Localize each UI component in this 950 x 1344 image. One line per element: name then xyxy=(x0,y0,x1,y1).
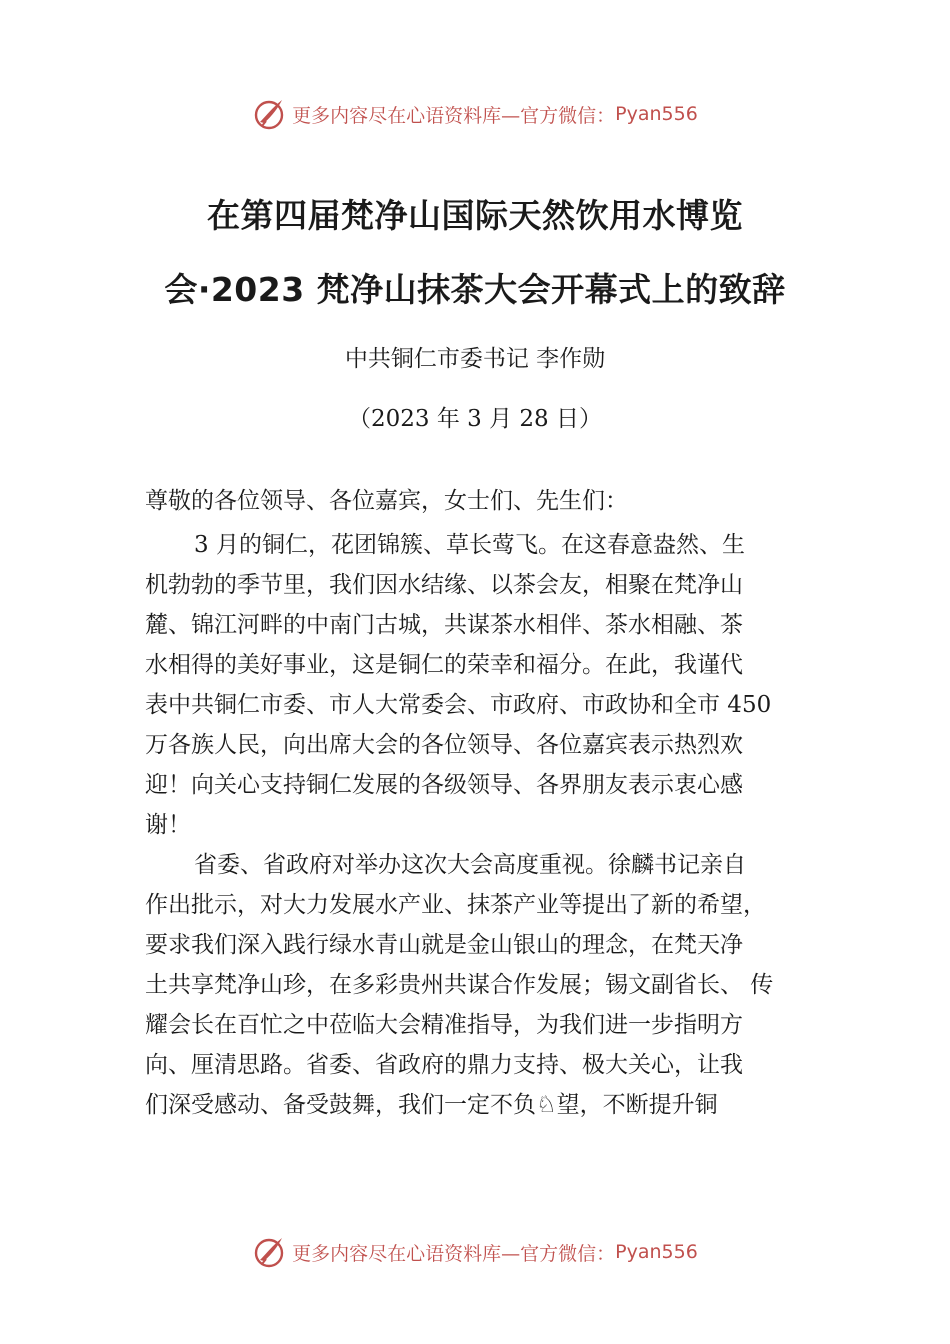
paragraph-1-line: 水相得的美好事业，这是铜仁的荣幸和福分。在此，我谨代 xyxy=(145,652,743,678)
salutation: 尊敬的各位领导、各位嘉宾，女士们、先生们： xyxy=(145,488,628,514)
paragraph-1-line: 谢！ xyxy=(145,812,191,838)
paragraph-2-line: 耀会长在百忙之中莅临大会精准指导，为我们进一步指明方 xyxy=(145,1012,743,1038)
paragraph-2-line: 要求我们深入践行绿水青山就是金山银山的理念，在梵天净 xyxy=(145,932,743,958)
watermark-footer xyxy=(0,1234,950,1270)
paragraph-2-line: 向、厘清思路。省委、省政府的鼎力支持、极大关心，让我 xyxy=(145,1052,743,1078)
quill-pen-logo-icon xyxy=(252,96,288,132)
paragraph-1-line: 表中共铜仁市委、市人大常委会、市政府、市政协和全市 450 xyxy=(145,692,772,718)
watermark-header xyxy=(0,96,950,132)
document-author: 中共铜仁市委书记 李作勋 xyxy=(344,346,606,372)
paragraph-1-line: 机勃勃的季节里，我们因水结缘、以茶会友，相聚在梵净山 xyxy=(145,572,743,598)
paragraph-1-line: 迎！向关心支持铜仁发展的各级领导、各界朋友表示衷心感 xyxy=(145,772,743,798)
paragraph-2-line: 们深受感动、备受鼓舞，我们一定不负♘望，不断提升铜 xyxy=(145,1092,718,1118)
watermark-text: 更多内容尽在心语资料库—官方微信： xyxy=(292,104,616,127)
paragraph-2-line: 土共享梵净山珍，在多彩贵州共谋合作发展；锡文副省长、 传 xyxy=(145,972,774,998)
paragraph-1-line: 3 月的铜仁，花团锦簇、草长莺飞。在这春意盎然、生 xyxy=(194,532,745,558)
paragraph-1-line: 麓、锦江河畔的中南门古城，共谋茶水相伴、茶水相融、茶 xyxy=(145,612,743,638)
document-title-line-1: 在第四届梵净山国际天然饮用水博览 xyxy=(207,196,743,235)
watermark-handle: Pyan556 xyxy=(615,103,698,125)
quill-pen-logo-icon xyxy=(252,1234,288,1270)
watermark-text: 更多内容尽在心语资料库—官方微信： xyxy=(292,1242,616,1265)
document-date: （2023 年 3 月 28 日） xyxy=(348,406,602,432)
paragraph-2-line: 省委、省政府对举办这次大会高度重视。徐麟书记亲自 xyxy=(194,852,746,878)
watermark-handle: Pyan556 xyxy=(615,1241,698,1263)
paragraph-1-line: 万各族人民，向出席大会的各位领导、各位嘉宾表示热烈欢 xyxy=(145,732,743,758)
paragraph-2-line: 作出批示，对大力发展水产业、抹茶产业等提出了新的希望， xyxy=(145,892,766,918)
document-title-line-2: 会·2023 梵净山抹茶大会开幕式上的致辞 xyxy=(164,270,786,309)
